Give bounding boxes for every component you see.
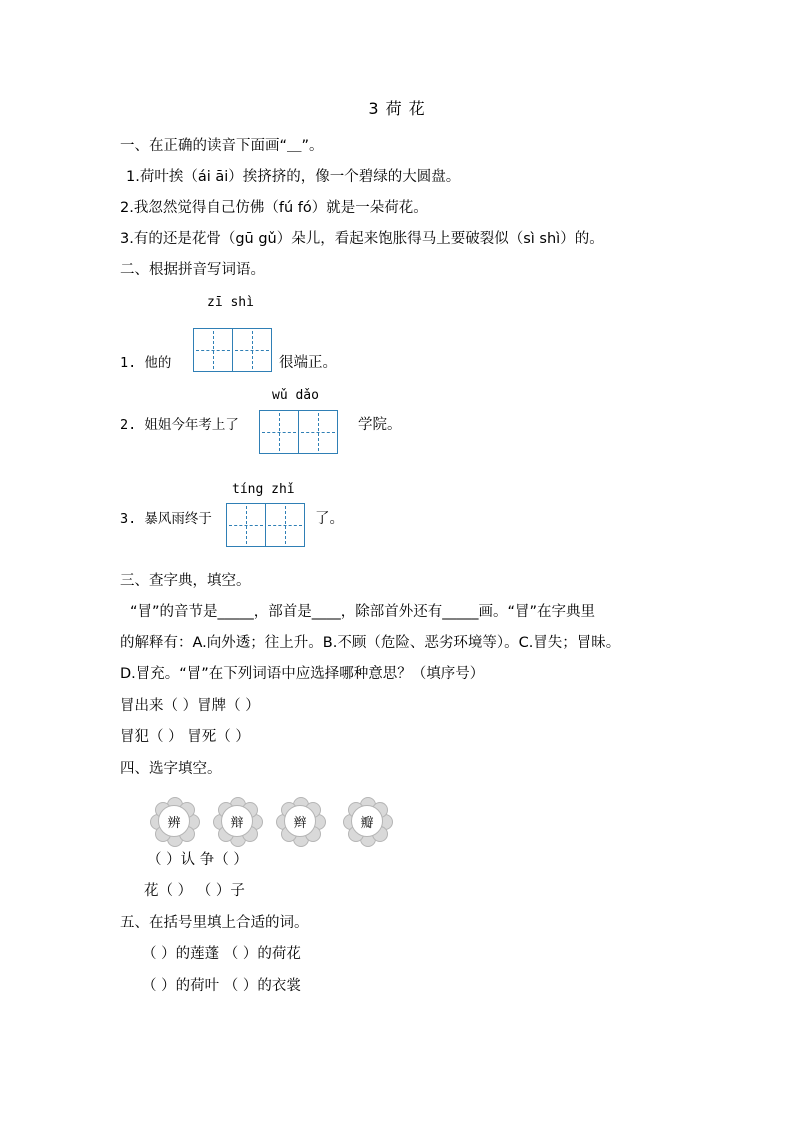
- writing-grid-3[interactable]: [226, 503, 305, 547]
- section2-item-3-before: 3. 暴风雨终于: [120, 511, 212, 527]
- flower-char-3: [276, 797, 324, 845]
- section2-item-3-after: 了。: [315, 511, 344, 527]
- section1-heading: 一、在正确的读音下面画“＿”。: [120, 138, 324, 154]
- section1-item-2: 2.我忽然觉得自己仿佛（fú fó）就是一朵荷花。: [120, 200, 428, 216]
- grid-cell[interactable]: [193, 328, 233, 372]
- section5-heading: 五、在括号里填上合适的词。: [120, 915, 309, 931]
- section2-heading: 二、根据拼音写词语。: [120, 262, 265, 278]
- flower-char-label: 辫: [284, 805, 316, 837]
- flower-char-4: [343, 797, 391, 845]
- section4-row-1: （ ）认 争（ ）: [147, 852, 248, 868]
- flower-char-label: 辨: [158, 805, 190, 837]
- section3-row-1: 冒出来（ ）冒牌（ ）: [120, 698, 260, 714]
- page-title: 3 荷 花: [368, 99, 426, 118]
- section3-para-3: D.冒充。“冒”在下列词语中应选择哪种意思？（填序号）: [120, 666, 485, 682]
- pinyin-1: zī shì: [207, 295, 254, 310]
- section3-para-1: “冒”的音节是_____，部首是____，除部首外还有_____画。“冒”在字典里: [130, 604, 596, 620]
- section4-row-2: 花（ ） （ ）子: [144, 883, 245, 899]
- section2-item-1-after: 很端正。: [279, 355, 337, 371]
- section1-item-3: 3.有的还是花骨（gū gǔ）朵儿，看起来饱胀得马上要破裂似（sì shì）的。: [120, 231, 604, 247]
- section5-row-1: （ ）的莲蓬 （ ）的荷花: [142, 946, 301, 962]
- writing-grid-2[interactable]: [259, 410, 338, 454]
- section3-para-2: 的解释有：A.向外透；往上升。B.不顾（危险、恶劣环境等）。C.冒失；冒昧。: [120, 635, 621, 651]
- flower-char-1: [150, 797, 198, 845]
- section2-item-2-before: 2. 姐姐今年考上了: [120, 417, 239, 433]
- section3-row-2: 冒犯（ ） 冒死（ ）: [120, 729, 250, 745]
- grid-cell[interactable]: [232, 328, 272, 372]
- section2-item-1-before: 1. 他的: [120, 355, 172, 371]
- grid-cell[interactable]: [265, 503, 305, 547]
- writing-grid-1[interactable]: [193, 328, 272, 372]
- grid-cell[interactable]: [259, 410, 299, 454]
- grid-cell[interactable]: [226, 503, 266, 547]
- pinyin-3: tíng zhǐ: [232, 482, 295, 497]
- section5-row-2: （ ）的荷叶 （ ）的衣裳: [142, 978, 301, 994]
- flower-char-label: 瓣: [351, 805, 383, 837]
- section1-item-1: 1.荷叶挨（ái āi）挨挤挤的，像一个碧绿的大圆盘。: [126, 169, 461, 185]
- section3-heading: 三、查字典，填空。: [120, 573, 251, 589]
- section2-item-2-after: 学院。: [358, 417, 402, 433]
- grid-cell[interactable]: [298, 410, 338, 454]
- flower-char-label: 辩: [221, 805, 253, 837]
- flower-char-2: [213, 797, 261, 845]
- section4-heading: 四、选字填空。: [120, 761, 222, 777]
- pinyin-2: wǔ dǎo: [272, 388, 319, 403]
